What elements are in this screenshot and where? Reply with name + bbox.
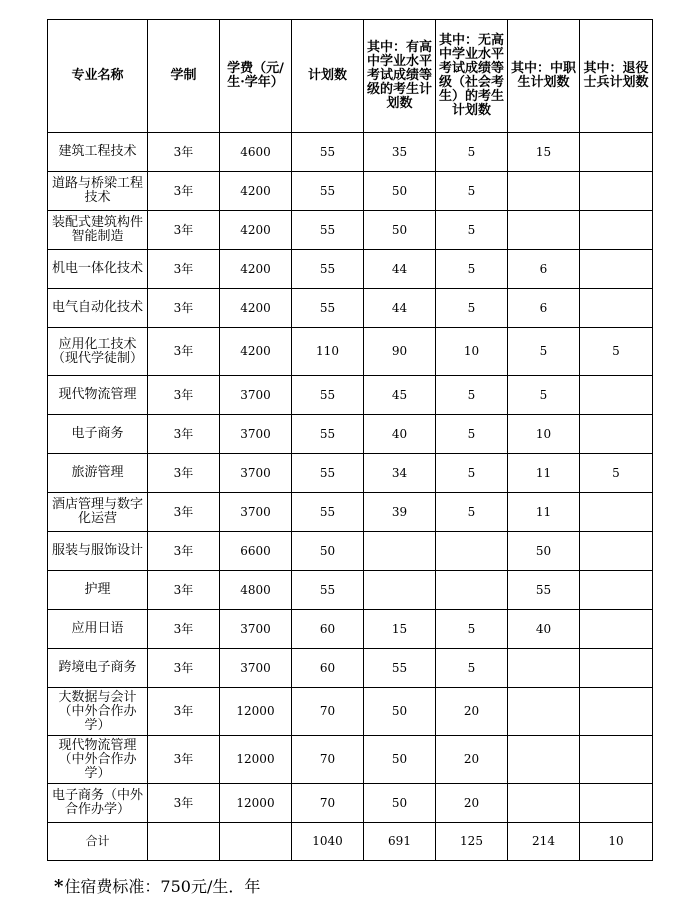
plan-count-cell: 70: [292, 688, 364, 736]
tuition-cell: 12000: [220, 784, 292, 823]
without-score-cell: 5: [436, 376, 508, 415]
vocational-cell: [508, 784, 580, 823]
with-score-cell: 50: [364, 172, 436, 211]
without-score-cell: 5: [436, 172, 508, 211]
with-score-cell: 34: [364, 454, 436, 493]
without-score-cell: 5: [436, 610, 508, 649]
vocational-cell: 11: [508, 493, 580, 532]
table-row: [48, 454, 653, 493]
vocational-cell: 10: [508, 415, 580, 454]
with-score-cell: 50: [364, 688, 436, 736]
major-name-cell: 跨境电子商务: [48, 649, 148, 688]
table-row: [48, 376, 653, 415]
table-row: [48, 736, 653, 784]
table-row: [48, 289, 653, 328]
table-row: [48, 328, 653, 376]
major-name-cell: 电气自动化技术: [48, 289, 148, 328]
vocational-cell: 5: [508, 328, 580, 376]
duration-cell: 3年: [148, 328, 220, 376]
vocational-cell: 5: [508, 376, 580, 415]
plan-count-cell: 50: [292, 532, 364, 571]
major-name-cell: 现代物流管理: [48, 376, 148, 415]
duration-cell: 3年: [148, 376, 220, 415]
duration-cell: 3年: [148, 250, 220, 289]
veteran-cell: [580, 532, 653, 571]
veteran-cell: [580, 289, 653, 328]
accommodation-footnote: [54, 874, 260, 897]
veteran-cell: [580, 784, 653, 823]
veteran-cell: [580, 493, 653, 532]
vocational-cell: 15: [508, 133, 580, 172]
without-score-cell: 20: [436, 784, 508, 823]
tuition-cell: 4200: [220, 289, 292, 328]
table-row: [48, 610, 653, 649]
total-veteran-cell: 10: [580, 823, 653, 861]
major-name-cell: 电子商务（中外合作办学）: [48, 784, 148, 823]
vocational-cell: [508, 172, 580, 211]
vocational-cell: 6: [508, 289, 580, 328]
veteran-cell: 5: [580, 454, 653, 493]
plan-count-cell: 55: [292, 172, 364, 211]
without-score-cell: 5: [436, 289, 508, 328]
duration-cell: 3年: [148, 211, 220, 250]
header-major-name: 专业名称: [48, 20, 148, 133]
duration-cell: 3年: [148, 532, 220, 571]
major-name-cell: 酒店管理与数字化运营: [48, 493, 148, 532]
vocational-cell: 6: [508, 250, 580, 289]
tuition-cell: 4200: [220, 211, 292, 250]
total-duration-cell: [148, 823, 220, 861]
header-with-score-plan: 其中：有高中学业水平考试成绩等级的考生计划数: [364, 20, 436, 133]
tuition-cell: 4200: [220, 328, 292, 376]
with-score-cell: 44: [364, 289, 436, 328]
tuition-cell: 4600: [220, 133, 292, 172]
plan-count-cell: 60: [292, 610, 364, 649]
veteran-cell: [580, 415, 653, 454]
duration-cell: 3年: [148, 133, 220, 172]
table-row: [48, 250, 653, 289]
without-score-cell: [436, 532, 508, 571]
table-row: [48, 211, 653, 250]
header-veteran-plan: 其中：退役士兵计划数: [580, 20, 653, 133]
plan-count-cell: 55: [292, 571, 364, 610]
footnote-text: 住宿费标准：750元/生．年: [64, 877, 261, 896]
plan-count-cell: 55: [292, 250, 364, 289]
table-body: [48, 133, 653, 861]
table-row: [48, 133, 653, 172]
with-score-cell: 39: [364, 493, 436, 532]
duration-cell: 3年: [148, 688, 220, 736]
plan-count-cell: 55: [292, 454, 364, 493]
header-plan-count: 计划数: [292, 20, 364, 133]
vocational-cell: 55: [508, 571, 580, 610]
table-row: [48, 571, 653, 610]
without-score-cell: 5: [436, 211, 508, 250]
duration-cell: 3年: [148, 493, 220, 532]
plan-count-cell: 55: [292, 289, 364, 328]
table-row: [48, 532, 653, 571]
tuition-cell: 3700: [220, 610, 292, 649]
header-without-score-plan: 其中：无高中学业水平考试成绩等级（社会考生）的考生计划数: [436, 20, 508, 133]
major-name-cell: 旅游管理: [48, 454, 148, 493]
with-score-cell: 50: [364, 784, 436, 823]
without-score-cell: 10: [436, 328, 508, 376]
tuition-cell: 4800: [220, 571, 292, 610]
veteran-cell: [580, 376, 653, 415]
without-score-cell: 20: [436, 736, 508, 784]
duration-cell: 3年: [148, 784, 220, 823]
table-row: [48, 493, 653, 532]
total-plan-cell: 1040: [292, 823, 364, 861]
table-row: [48, 172, 653, 211]
duration-cell: 3年: [148, 649, 220, 688]
duration-cell: 3年: [148, 571, 220, 610]
with-score-cell: 55: [364, 649, 436, 688]
duration-cell: 3年: [148, 289, 220, 328]
table-row: [48, 415, 653, 454]
veteran-cell: [580, 649, 653, 688]
veteran-cell: [580, 172, 653, 211]
vocational-cell: 50: [508, 532, 580, 571]
tuition-cell: 3700: [220, 415, 292, 454]
tuition-cell: 3700: [220, 376, 292, 415]
plan-count-cell: 55: [292, 376, 364, 415]
without-score-cell: 5: [436, 493, 508, 532]
total-with-score-cell: 691: [364, 823, 436, 861]
major-name-cell: 道路与桥梁工程技术: [48, 172, 148, 211]
vocational-cell: [508, 688, 580, 736]
plan-count-cell: 70: [292, 736, 364, 784]
veteran-cell: 5: [580, 328, 653, 376]
with-score-cell: 90: [364, 328, 436, 376]
with-score-cell: 44: [364, 250, 436, 289]
vocational-cell: 40: [508, 610, 580, 649]
veteran-cell: [580, 250, 653, 289]
tuition-cell: 4200: [220, 250, 292, 289]
veteran-cell: [580, 571, 653, 610]
duration-cell: 3年: [148, 454, 220, 493]
with-score-cell: 50: [364, 211, 436, 250]
with-score-cell: 40: [364, 415, 436, 454]
header-vocational-plan: 其中：中职生计划数: [508, 20, 580, 133]
total-label-cell: 合计: [48, 823, 148, 861]
with-score-cell: [364, 571, 436, 610]
major-name-cell: 护理: [48, 571, 148, 610]
without-score-cell: 20: [436, 688, 508, 736]
major-name-cell: 大数据与会计（中外合作办学）: [48, 688, 148, 736]
with-score-cell: 35: [364, 133, 436, 172]
major-name-cell: 机电一体化技术: [48, 250, 148, 289]
duration-cell: 3年: [148, 415, 220, 454]
major-name-cell: 应用日语: [48, 610, 148, 649]
major-name-cell: 装配式建筑构件智能制造: [48, 211, 148, 250]
vocational-cell: [508, 649, 580, 688]
without-score-cell: 5: [436, 649, 508, 688]
vocational-cell: [508, 211, 580, 250]
veteran-cell: [580, 736, 653, 784]
header-tuition: 学费（元/生·学年）: [220, 20, 292, 133]
tuition-cell: 3700: [220, 649, 292, 688]
duration-cell: 3年: [148, 610, 220, 649]
with-score-cell: 15: [364, 610, 436, 649]
header-row: [48, 20, 653, 133]
without-score-cell: 5: [436, 454, 508, 493]
with-score-cell: 45: [364, 376, 436, 415]
duration-cell: 3年: [148, 736, 220, 784]
total-row: [48, 823, 653, 861]
footnote-star: *: [54, 876, 64, 897]
veteran-cell: [580, 610, 653, 649]
total-vocational-cell: 214: [508, 823, 580, 861]
without-score-cell: 5: [436, 250, 508, 289]
tuition-cell: 12000: [220, 736, 292, 784]
with-score-cell: [364, 532, 436, 571]
major-name-cell: 现代物流管理（中外合作办学）: [48, 736, 148, 784]
tuition-cell: 12000: [220, 688, 292, 736]
plan-count-cell: 55: [292, 415, 364, 454]
plan-count-cell: 70: [292, 784, 364, 823]
table-row: [48, 784, 653, 823]
total-without-score-cell: 125: [436, 823, 508, 861]
vocational-cell: 11: [508, 454, 580, 493]
veteran-cell: [580, 133, 653, 172]
tuition-cell: 3700: [220, 454, 292, 493]
duration-cell: 3年: [148, 172, 220, 211]
tuition-cell: 6600: [220, 532, 292, 571]
plan-count-cell: 110: [292, 328, 364, 376]
plan-count-cell: 55: [292, 493, 364, 532]
major-name-cell: 电子商务: [48, 415, 148, 454]
tuition-cell: 4200: [220, 172, 292, 211]
table-row: [48, 688, 653, 736]
major-name-cell: 服装与服饰设计: [48, 532, 148, 571]
major-name-cell: 建筑工程技术: [48, 133, 148, 172]
without-score-cell: 5: [436, 133, 508, 172]
major-name-cell: 应用化工技术（现代学徒制）: [48, 328, 148, 376]
plan-count-cell: 55: [292, 133, 364, 172]
veteran-cell: [580, 688, 653, 736]
tuition-cell: 3700: [220, 493, 292, 532]
without-score-cell: [436, 571, 508, 610]
without-score-cell: 5: [436, 415, 508, 454]
veteran-cell: [580, 211, 653, 250]
plan-count-cell: 55: [292, 211, 364, 250]
total-tuition-cell: [220, 823, 292, 861]
enrollment-plan-table: [47, 19, 653, 861]
header-duration: 学制: [148, 20, 220, 133]
vocational-cell: [508, 736, 580, 784]
with-score-cell: 50: [364, 736, 436, 784]
plan-count-cell: 60: [292, 649, 364, 688]
table-row: [48, 649, 653, 688]
